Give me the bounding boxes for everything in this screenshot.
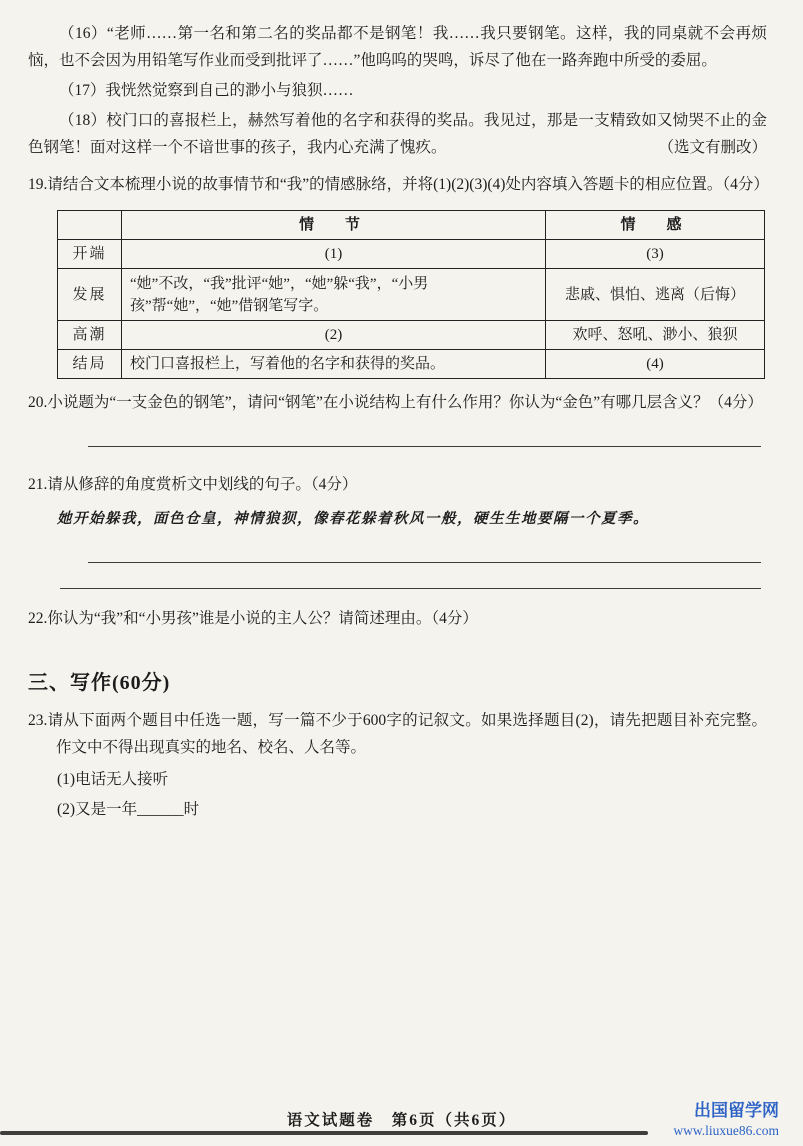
essay-options [28,765,767,825]
table-row-kaiduan [58,240,765,269]
answer-line [88,446,761,447]
paragraph-17: （17）我恍然觉察到自己的渺小与狼狈…… [59,82,354,99]
table-header-empty [58,211,122,240]
table-row-fazhan [58,269,765,321]
row-label: 高潮 [58,321,122,350]
source-note: （选文有删改） [658,139,767,156]
site-url: www.liuxue86.com [673,1123,779,1138]
question-21: 21.请从修辞的角度赏析文中划线的句子。（4分） [28,476,358,493]
paragraph-16: （16）“老师……第一名和第二名的奖品都不是钢笔！我……我只要钢笔。这样，我的同桌就不会再烦恼，也不会因为用铅笔写作业而受到批评了……”他呜呜的哭鸣，诉尽了他在一路奔跑中所受的委屈。 [28,25,767,69]
paragraph-18 [28,107,767,161]
quoted-sentence: 她开始躲我，面色仓皇，神情狼狈，像春花躲着秋风一般，硬生生地要隔一个夏季。 [57,511,649,527]
section-writing-heading: 三、写作(60分) [28,672,171,694]
question-23: 23.请从下面两个题目中任选一题，写一篇不少于600字的记叙文。如果选择题目(2)，请先把题目补充完整。作文中不得出现真实的地名、校名、人名等。 [28,712,767,756]
table-header-row [58,211,765,240]
essay-option-2: (2)又是一年______时 [57,801,200,818]
essay-option-1: (1)电话无人接听 [57,771,169,788]
table-row-jieju [58,350,765,379]
emotion-cell: 欢呼、怒吼、渺小、狼狈 [546,321,765,350]
plot-cell: 校门口喜报栏上，写着他的名字和获得的奖品。 [122,350,546,379]
plot-cell: “她”不改，“我”批评“她”，“她”躲“我”，“小男孩”帮“她”，“她”借钢笔写字。 [122,269,546,321]
site-watermark [673,1101,779,1140]
page-footer: 语文试题卷 第6页（共6页） [286,1112,517,1129]
row-label: 开端 [58,240,122,269]
emotion-cell: 悲戚、惧怕、逃离（后悔） [546,269,765,321]
question-19-table [57,210,765,379]
question-20: 20.小说题为“一支金色的钢笔”，请问“钢笔”在小说结构上有什么作用？你认为“金色”有哪几层含义？（4分） [28,394,763,411]
paragraph-18-text: （18）校门口的喜报栏上，赫然写着他的名字和获得的奖品。我见过，那是一支精致如又恸哭不止的金色钢笔！面对这样一个不谙世事的孩子，我内心充满了愧疚。 [28,112,767,156]
emotion-cell: (3) [546,240,765,269]
table-header-plot: 情 节 [122,211,546,240]
answer-line [60,588,761,589]
emotion-cell: (4) [546,350,765,379]
table-row-gaochao [58,321,765,350]
plot-cell: (1) [122,240,546,269]
plot-cell: (2) [122,321,546,350]
scan-edge-line [0,1131,648,1135]
row-label: 结局 [58,350,122,379]
answer-line [88,562,761,563]
question-22: 22.你认为“我”和“小男孩”谁是小说的主人公？请简述理由。（4分） [28,610,478,627]
site-name: 出国留学网 [694,1101,779,1120]
row-label: 发展 [58,269,122,321]
question-19: 19.请结合文本梳理小说的故事情节和“我”的情感脉络，并将(1)(2)(3)(4)处内容填入答题卡的相应位置。（4分） [28,176,769,193]
table-header-emotion: 情 感 [546,211,765,240]
